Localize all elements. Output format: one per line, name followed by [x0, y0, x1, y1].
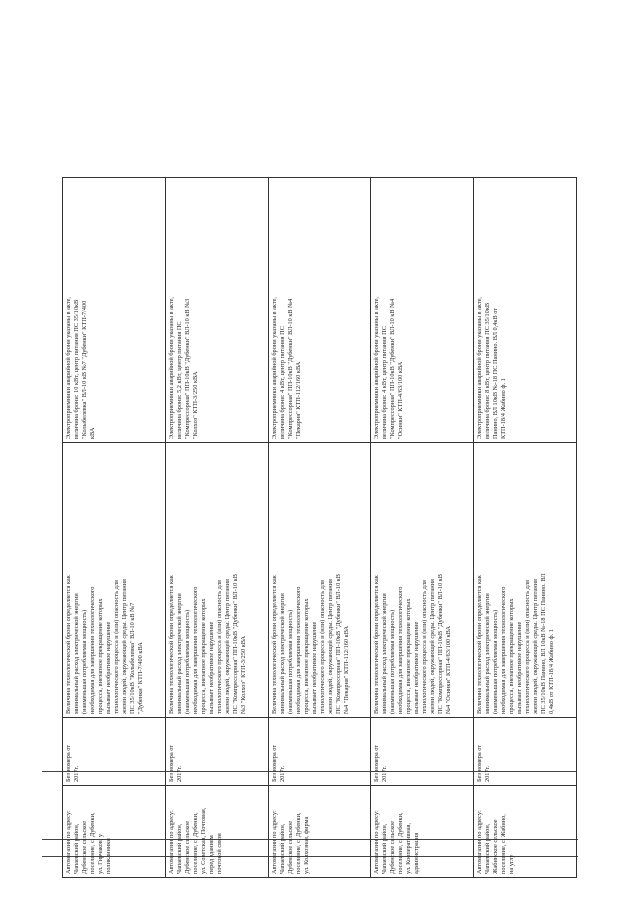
cell-note: Электроприемники аварийной брони указаны в акте, величина брони: 8 кВт, центр питания ПС 35/10кВ Панино, ВЛ 10кВ №-18 ПС Панино. ВЛ 0,4кВ от КТП-18/4 Жабино ф. 1 — [474, 178, 577, 443]
table-row — [474, 178, 577, 878]
cell-status: Без номера от 2017г. — [268, 718, 371, 786]
table-row — [63, 178, 166, 878]
cell-object: Автомагазин по адресу: Чапаевский район, Дубенское сельское поселение, с. Дубенки, ул. Советская, Почтовая, перед зданием почтовой связи — [165, 786, 268, 878]
table-row — [268, 178, 371, 878]
cell-status: Без номера от 2017г. — [474, 718, 577, 786]
data-table — [62, 177, 577, 878]
cell-note: Электроприемники аварийной брони указаны в акте, величина брони: 5,2 кВт, центр питания ПС "Компрессорная" ПП-10кВ "Дубенки" ВЛ-10 кВ №3 "Колхоз" КТП-3/250 кВА — [165, 178, 268, 443]
rotated-table-container — [62, 178, 577, 878]
cell-note: Электроприемники аварийной брони указаны в акте, величина брони: 4 кВт, центр питания ПС "Компрессорная" ПП-10кВ "Дубенки" ВЛ-10 кВ №4 "Пекарня" КТП-112/160 кВА — [268, 178, 371, 443]
cell-note: Электроприемники аварийной брони указаны в акте, величина брони: 10 кВт, центр питания ПС 35/10кВ "Колыбелевка" ВЛ-10 кВ №7 "Дубенки" КТП-7/400 кВА — [63, 178, 166, 443]
cell-status: Без номера от 2017г. — [165, 718, 268, 786]
cell-description: Величина технологической брони определяется как минимальный расход электрической энергии (наименьшая потребляемая мощность) необходимая для завершения технологического процесса, внезапное прекращение которых вызывает необратимое нарушение технологического процесса и (или) опасность для жизни людей, окружающей среды. Центр питания ПС "Компрессорная" ПП-10кВ "Дубенки" ВЛ-10 кВ №4 "Осинки" КТП-4/63/100 кВА — [371, 443, 474, 718]
table-row — [165, 178, 268, 878]
cell-description: Величина технологической брони определяется как минимальный расход электрической энергии (наименьшая потребляемая мощность) необходимая для завершения технологического процесса, внезапное прекращение которых вызывает необратимое нарушение технологического процесса и (или) опасность для жизни людей, окружающей среды. Центр питания ПС 35/10кВ "Колыбелевка" ВЛ-10 кВ №7 "Дубенки" КТП-7/400 кВА — [63, 443, 166, 718]
cell-description: Величина технологической брони определяется как минимальный расход электрической энергии (наименьшая потребляемая мощность) необходимая для завершения технологического процесса, внезапное прекращение которых вызывает необратимое нарушение технологического процесса и (или) опасность для жизни людей, окружающей среды. Центр питания ПС 35/10кВ Панино, ВЛ 10кВ №-18 ПС Панино. ВЛ 0,4кВ от КТП-18/4 Жабино ф. 1 — [474, 443, 577, 718]
cell-object: Автомагазин по адресу: Чапаевский район, Дубенское сельское поселение, с. Дубенки, ул. Кооперативная, администрация — [371, 786, 474, 878]
cell-status: Без номера от 2017г. — [63, 718, 166, 786]
cell-object: Автомагазин по адресу: Чапаевский район, Жабинское сельское поселение, с. Жабино, на углу — [474, 786, 577, 878]
cell-description: Величина технологической брони определяется как минимальный расход электрической энергии (наименьшая потребляемая мощность) необходимая для завершения технологического процесса, внезапное прекращение которых вызывает необратимое нарушение технологического процесса и (или) опасность для жизни людей, окружающей среды. Центр питания ПС "Компрессорная" ПП-10кВ "Дубенки" ВЛ-10 кВ №3 "Колхоз" КТП-3/250 кВА — [165, 443, 268, 718]
cell-description: Величина технологической брони определяется как минимальный расход электрической энергии (наименьшая потребляемая мощность) необходимая для завершения технологического процесса, внезапное прекращение которых вызывает необратимое нарушение технологического процесса и (или) опасность для жизни людей, окружающей среды. Центр питания ПС "Компрессорная" ПП-10кВ "Дубенки" ВЛ-10 кВ №4 "Пекарня" КТП-112/160 кВА — [268, 443, 371, 718]
cell-status: Без номера от 2017г. — [371, 718, 474, 786]
cell-note: Электроприемники аварийной брони указаны в акте, величина брони: 4 кВт, центр питания ПС "Компрессорная" ПП-10кВ "Дубенки" ВЛ-10 кВ №4 "Осинки" КТП-4/63/100 кВА — [371, 178, 474, 443]
cell-object: Автомагазин по адресу: Чапаевский район, Дубенское сельское поселение, с. Дубенки, ул. Колхозная, фирма — [268, 786, 371, 878]
table-row — [371, 178, 474, 878]
cell-object: Автомагазин по адресу: Чапаевский район, Дубенское сельское поселение, с. Дубенки, ул. Гирчаков, у поликлиники — [63, 786, 166, 878]
